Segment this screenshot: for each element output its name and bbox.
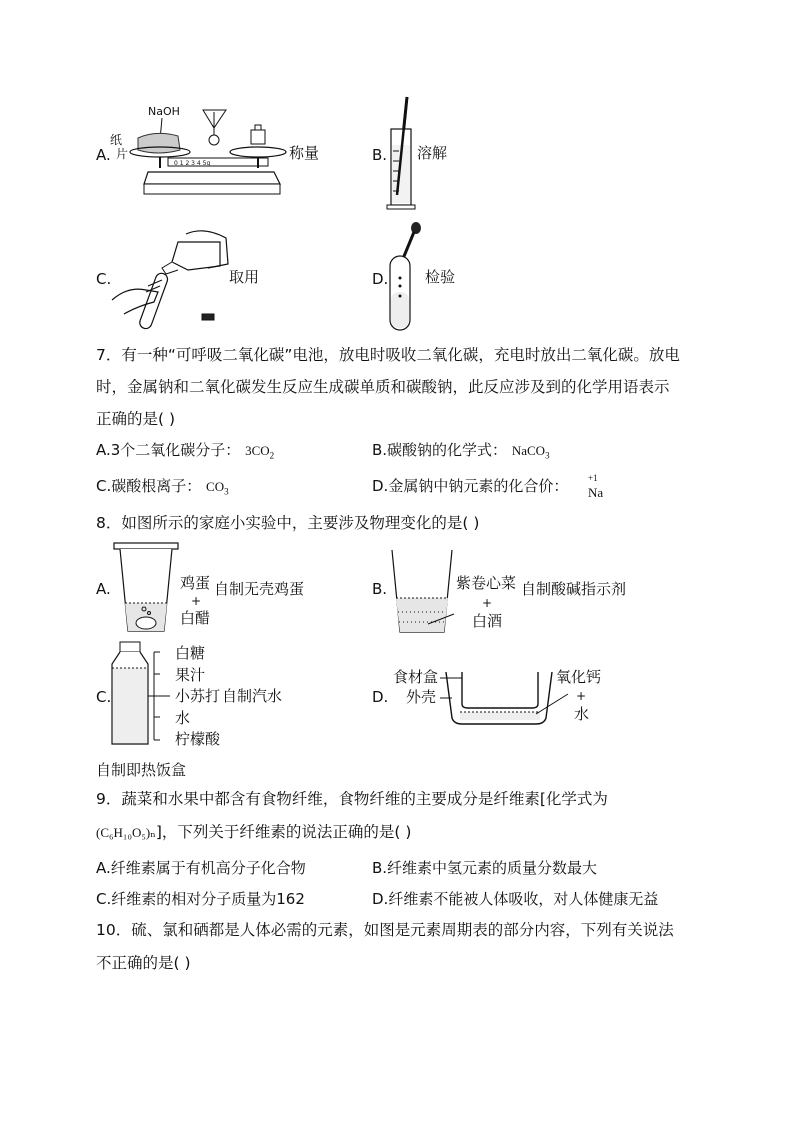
valence-element: Na [588, 485, 604, 500]
q7-option-b-text: B.碳酸钠的化学式： [372, 441, 508, 459]
option-a-label: 称量 [289, 144, 320, 162]
cellulose-formula: (C₆H₁₀O₅)ₙ [96, 825, 156, 840]
q8-option-c-letter: C. [96, 688, 112, 706]
q8-b-liquor: 白酒 [472, 612, 503, 630]
q8-c-item-4: 柠檬酸 [175, 730, 221, 748]
q7-option-a [96, 443, 274, 461]
option-a-letter: A. [96, 146, 111, 164]
q8-stem: 8．如图所示的家庭小实验中，主要涉及物理变化的是( ) [96, 514, 480, 532]
q8-c-item-2: 小苏打 [175, 687, 221, 705]
paper-label-1: 纸 [110, 133, 123, 147]
q7-stem-line1: 7．有一种“可呼吸二氧化碳”电池，放电时吸收二氧化碳，充电时放出二氧化碳。放电 [96, 346, 680, 364]
q8-d-water: 水 [574, 705, 590, 723]
paper-label-2: 片 [116, 147, 129, 161]
q7-option-c-formula: $CO_3$ [206, 479, 229, 497]
q8-d-cao: 氧化钙 [556, 668, 602, 686]
q8-b-plus: + [482, 596, 493, 610]
q7-option-b [372, 443, 550, 461]
cup-cabbage-figure [392, 550, 462, 636]
q8-a-egg: 鸡蛋 [180, 574, 211, 592]
option-d-label: 检验 [425, 268, 456, 286]
q9-option-d: D.纤维素不能被人体吸收，对人体健康无益 [372, 890, 659, 908]
q8-b-label: 自制酸碱指示剂 [521, 580, 627, 598]
q8-option-b-letter: B. [372, 580, 388, 598]
option-c-letter: C. [96, 270, 112, 288]
q8-option-d-letter: D. [372, 688, 389, 706]
svg-text:0 1 2 3 4 5g: 0 1 2 3 4 5g [174, 160, 211, 167]
test-tube-dropper-figure [388, 222, 424, 332]
naoh-label: NaOH [148, 105, 180, 118]
q8-c-label: 自制汽水 [222, 687, 283, 705]
pouring-figure [108, 222, 233, 330]
option-c-label: 取用 [229, 268, 260, 286]
option-b-letter: B. [372, 146, 388, 164]
q8-c-item-1: 果汁 [175, 666, 206, 684]
balance-figure [108, 100, 288, 200]
q8-b-cabbage: 紫卷心菜 [456, 574, 517, 592]
q8-c-item-0: 白糖 [175, 644, 206, 662]
q8-a-label: 自制无壳鸡蛋 [214, 580, 305, 598]
q8-a-plus: + [191, 594, 202, 608]
q7-option-a-text: A.3个二氧化碳分子： [96, 441, 241, 459]
q9-stem-line2 [96, 825, 411, 841]
q9-stem-line2-rest: ]，下列关于纤维素的说法正确的是( ) [155, 823, 412, 841]
q9-option-a: A.纤维素属于有机高分子化合物 [96, 859, 306, 877]
q7-option-b-formula: NaCO$_3$ [511, 443, 550, 461]
q8-d-shell: 外壳 [406, 688, 437, 706]
valence-sup: +1 [588, 473, 598, 483]
q8-option-a-letter: A. [96, 580, 111, 598]
q7-stem-line3: 正确的是( ) [96, 410, 176, 428]
soda-bottle-figure [106, 640, 181, 748]
q8-a-vinegar: 白醋 [180, 609, 211, 627]
option-d-letter: D. [372, 270, 389, 288]
q9-option-c: C.纤维素的相对分子质量为162 [96, 890, 305, 908]
q8-d-box: 食材盒 [393, 668, 439, 686]
q9-stem-line1: 9．蔬菜和水果中都含有食物纤维，食物纤维的主要成分是纤维素[化学式为 [96, 790, 608, 808]
option-b-label: 溶解 [417, 144, 448, 162]
q7-option-d [372, 479, 568, 494]
q7-option-c-text: C.碳酸根离子： [96, 477, 202, 495]
q7-stem-line2: 时，金属钠和二氧化碳发生反应生成碳单质和碳酸钠，此反应涉及到的化学用语表示 [96, 378, 670, 396]
q7-option-a-formula: $3CO_2$ [245, 443, 275, 461]
q8-d-label: 自制即热饭盒 [96, 761, 187, 779]
q10-stem-line1: 10．硫、氯和硒都是人体必需的元素，如图是元素周期表的部分内容，下列有关说法 [96, 921, 674, 939]
q8-c-item-3: 水 [175, 709, 191, 727]
q10-stem-line2: 不正确的是( ) [96, 954, 191, 972]
q7-option-c [96, 479, 229, 497]
beaker-egg-figure [114, 543, 184, 635]
q8-d-plus: + [576, 689, 587, 703]
q7-option-d-text: D.金属钠中钠元素的化合价： [372, 477, 569, 495]
q9-option-b: B.纤维素中氢元素的质量分数最大 [372, 859, 598, 877]
